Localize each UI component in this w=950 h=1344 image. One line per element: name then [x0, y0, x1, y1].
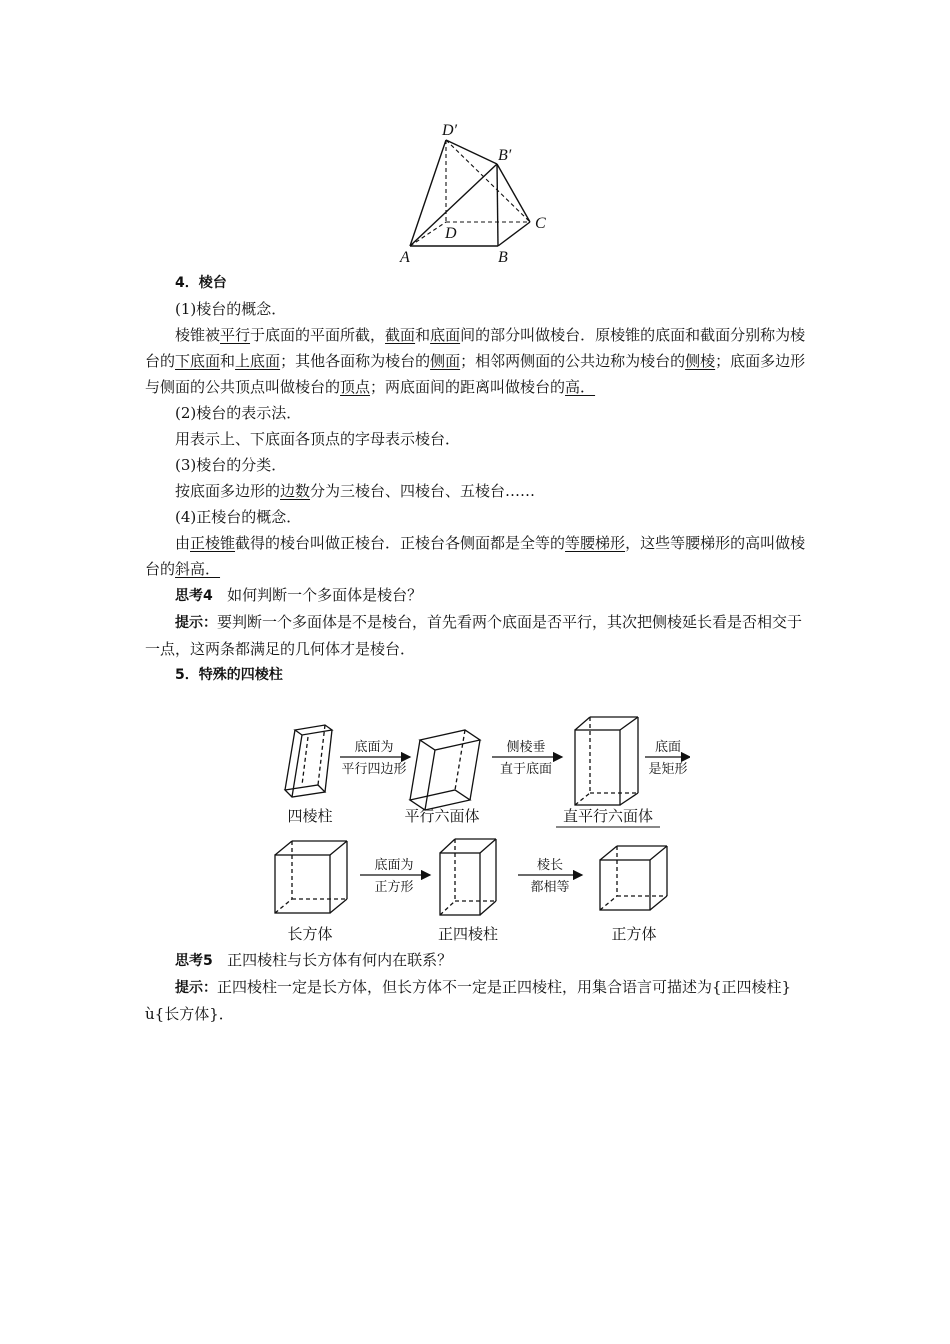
edge-Dp-C — [446, 140, 530, 222]
label-cube: 正方体 — [611, 925, 657, 943]
concept-text: ；两底面间的距离叫做棱台的 — [370, 378, 566, 396]
label-A: A — [400, 249, 410, 266]
edge-A-D — [410, 222, 446, 246]
pyramid-figure — [390, 118, 570, 268]
hint5-label: 提示： — [175, 980, 217, 996]
concept-text: 和 — [220, 352, 236, 370]
regular-text: 由 — [175, 534, 191, 552]
section4-repr: 用表示上、下底面各顶点的字母表示棱台． — [175, 430, 461, 448]
edge-Dp-A — [410, 140, 446, 246]
think4-question: 如何判断一个多面体是棱台？ — [227, 586, 423, 604]
concept-blank: 平行 — [220, 326, 251, 344]
concept-blank: 侧面 — [430, 352, 461, 370]
concept-blank: 上底面 — [235, 352, 281, 370]
hint4 — [145, 609, 815, 662]
concept-text: ；相邻两侧面的公共边称为棱台的 — [460, 352, 686, 370]
section4-sub1: (1)棱台的概念． — [175, 300, 287, 318]
arrow3-bottom-label: 是矩形 — [648, 762, 688, 777]
think5 — [145, 947, 815, 974]
think5-label: 思考5 — [175, 953, 213, 969]
hint5-text: 正四棱柱一定是长方体，但长方体不一定是正四棱柱，用集合语言可描述为{正四棱柱}ù{长方体}． — [145, 978, 792, 1023]
label-B-prime: B′ — [498, 147, 512, 164]
concept-blank: 截面 — [385, 326, 416, 344]
edge-Dp-Bp — [446, 140, 497, 164]
label-regular-prism: 正四棱柱 — [437, 925, 499, 943]
arrow3-top-label: 底面 — [654, 740, 682, 755]
regular-prism-shape — [440, 839, 496, 915]
label-C: C — [535, 215, 546, 232]
right-parallelepiped-shape — [575, 717, 638, 805]
section5-text — [145, 947, 815, 1027]
label-D-prime: D′ — [442, 122, 458, 139]
section4-sub3: (3)棱台的分类． — [175, 456, 287, 474]
section4-class — [145, 478, 815, 504]
concept-text: 于底面的平面所截， — [250, 326, 386, 344]
section4-sub2: (2)棱台的表示法． — [175, 404, 302, 422]
hint4-label: 提示： — [175, 615, 217, 631]
arrow1-bottom-label: 平行四边形 — [341, 762, 407, 777]
regular-blank: 正棱锥 — [190, 534, 236, 552]
class-text: 按底面多边形的 — [175, 482, 281, 500]
oblique-prism-shape — [285, 725, 332, 797]
concept-blank: 底面 — [430, 326, 461, 344]
arrow4-top-label: 底面为 — [374, 858, 414, 873]
label-cuboid: 长方体 — [287, 925, 333, 943]
section5-heading: 5．特殊的四棱柱 — [175, 667, 283, 683]
think4-label: 思考4 — [175, 588, 213, 604]
cuboid-shape — [275, 841, 347, 913]
concept-text: 间的部分叫做棱台．原棱锥的底面和截面分别称为棱台的 — [145, 326, 806, 370]
special-prisms-figure — [270, 715, 690, 950]
class-text: 分为三棱台、四棱台、五棱台…… — [310, 482, 536, 500]
arrow2-bottom-label: 直于底面 — [499, 762, 553, 777]
concept-text: 棱锥被 — [175, 326, 221, 344]
regular-blank: 等腰梯形 — [565, 534, 626, 552]
label-right-parallelepiped: 直平行六面体 — [562, 807, 654, 825]
concept-blank: 高． — [565, 378, 596, 396]
concept-text: ；底面多边形与侧面的公共顶点叫做棱台的 — [145, 352, 806, 396]
arrow2-top-label: 侧棱垂 — [506, 740, 546, 755]
concept-blank: 顶点 — [340, 378, 371, 396]
cube-shape — [600, 846, 667, 910]
arrow4-bottom-label: 正方形 — [374, 880, 414, 895]
edge-Bp-B — [497, 164, 498, 246]
hint5 — [145, 974, 815, 1027]
arrow5-top-label: 棱长 — [536, 858, 564, 873]
edge-B-C — [498, 222, 530, 246]
think4 — [145, 582, 815, 609]
regular-text: ，这些等腰梯形的高叫做棱台的 — [145, 534, 806, 578]
concept-blank: 侧棱 — [685, 352, 716, 370]
arrow1-top-label: 底面为 — [354, 740, 394, 755]
label-prism: 四棱柱 — [287, 807, 333, 825]
arrow5-bottom-label: 都相等 — [530, 880, 570, 895]
section4-sub4: (4)正棱台的概念． — [175, 508, 302, 526]
concept-text: ；其他各面称为棱台的 — [280, 352, 431, 370]
section4 — [145, 270, 815, 688]
regular-text: 截得的棱台叫做正棱台．正棱台各侧面都是全等的 — [235, 534, 566, 552]
label-D: D — [445, 225, 457, 242]
think5-question: 正四棱柱与长方体有何内在联系？ — [227, 951, 453, 969]
section4-concept — [145, 322, 815, 400]
section4-regular — [145, 530, 815, 582]
label-B: B — [498, 249, 508, 266]
label-parallelepiped: 平行六面体 — [404, 807, 480, 825]
concept-blank: 下底面 — [175, 352, 221, 370]
edge-Bp-C — [497, 164, 530, 222]
hint4-text: 要判断一个多面体是不是棱台，首先看两个底面是否平行，其次把侧棱延长看是否相交于一点，这两条都满足的几何体才是棱台． — [145, 613, 803, 658]
section4-heading: 4．棱台 — [175, 275, 227, 291]
concept-text: 和 — [415, 326, 431, 344]
parallelepiped-shape — [410, 730, 480, 810]
class-blank: 边数 — [280, 482, 311, 500]
regular-blank: 斜高． — [175, 560, 221, 578]
